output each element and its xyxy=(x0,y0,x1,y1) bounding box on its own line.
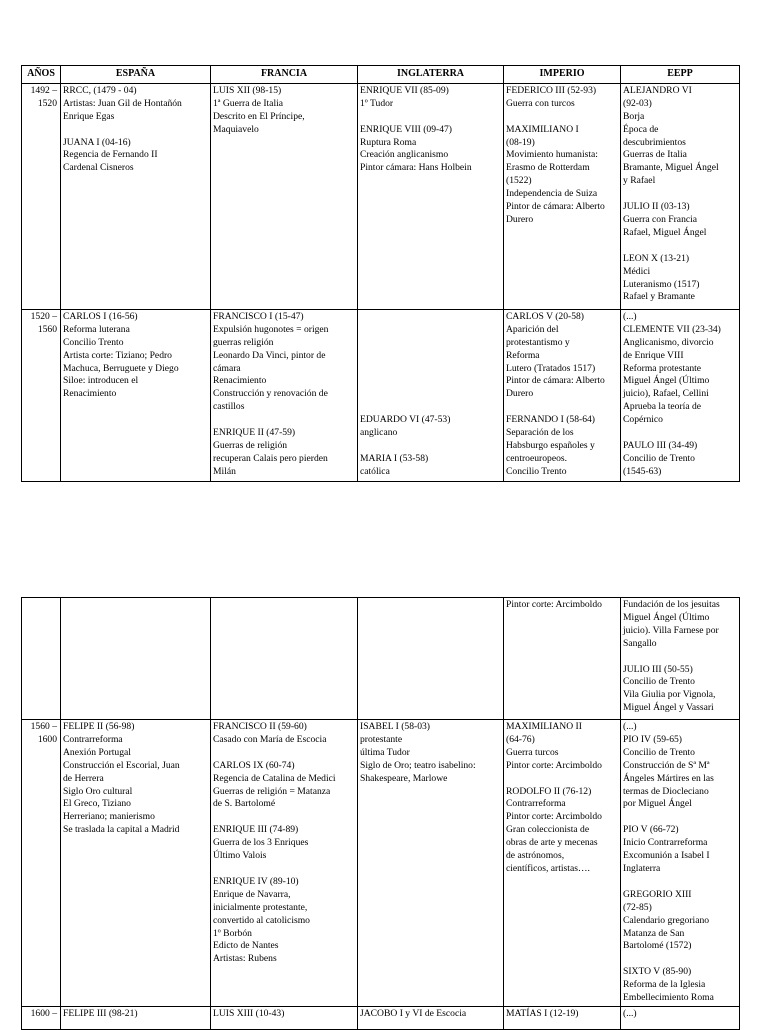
eepp-cell: Fundación de los jesuitas Miguel Ángel (Último juicio). Villa Farnese por Sangallo JULIO III (50-55) Concilio de Trento Vila Giulia por Vignola, Miguel Ángel y Vassari xyxy=(621,598,740,720)
imperio-cell: CARLOS V (20-58) Aparición del protestantismo y Reforma Lutero (Tratados 1517) Pintor de cámara: Alberto Durero FERNANDO I (58-64) Separación de los Habsburgo españoles y centroeuropeos. Concilio Trento xyxy=(504,309,621,481)
francia-cell: LUIS XII (98-15) 1ª Guerra de Italia Descrito en El Príncipe, Maquiavelo xyxy=(211,83,358,309)
eepp-cell: (...) CLEMENTE VII (23-34) Anglicanismo, divorcio de Enrique VIII Reforma protestante Miguel Ángel (Último juicio), Rafael, Cellini Aprueba la teoría de Copérnico PAULO III (34-49) Concilio de Trento (1545-63) xyxy=(621,309,740,481)
header-espana: ESPAÑA xyxy=(61,66,211,84)
history-table-page-2 xyxy=(21,597,740,1030)
table-row xyxy=(22,309,740,481)
eepp-cell: (...) PIO IV (59-65) Concilio de Trento Construcción de Sª Mª Ángeles Mártires en las termas de Diocleciano por Miguel Ángel PIO V (66-72) Inicio Contrarreforma Excomunión a Isabel I Inglaterra GREGORIO XIII (72-85) Calendario gregoriano Matanza de San Bartolomé (1572) SIXTO V (85-90) Reforma de la Iglesia Embellecimiento Roma xyxy=(621,720,740,1007)
espana-cell: FELIPE II (56-98) Contrarreforma Anexión Portugal Construcción el Escorial, Juan de Herrera Siglo Oro cultural El Greco, Tiziano Herreriano; manierismo Se traslada la capital a Madrid xyxy=(61,720,211,1007)
header-francia: FRANCIA xyxy=(211,66,358,84)
francia-cell: LUIS XIII (10-43) xyxy=(211,1006,358,1029)
inglaterra-cell: EDUARDO VI (47-53) anglicano MARIA I (53-58) católica xyxy=(358,309,504,481)
eepp-cell: (...) xyxy=(621,1006,740,1029)
espana-cell: RRCC, (1479 - 04) Artistas: Juan Gil de Hontañón Enrique Egas JUANA I (04-16) Regencia de Fernando II Cardenal Cisneros xyxy=(61,83,211,309)
imperio-cell: MAXIMILIANO II (64-76) Guerra turcos Pintor corte: Arcimboldo RODOLFO II (76-12) Contrarreforma Pintor corte: Arcimboldo Gran coleccionista de obras de arte y mecenas de astrónomos, científicos, artistas…. xyxy=(504,720,621,1007)
inglaterra-cell: ENRIQUE VII (85-09) 1º Tudor ENRIQUE VIII (09-47) Ruptura Roma Creación anglicanismo Pintor cámara: Hans Holbein xyxy=(358,83,504,309)
years-cell: 1560 – 1600 xyxy=(22,720,61,1007)
years-cell xyxy=(22,598,61,720)
inglaterra-cell xyxy=(358,598,504,720)
header-row xyxy=(22,66,740,84)
imperio-cell: MATÍAS I (12-19) xyxy=(504,1006,621,1029)
table-row xyxy=(22,1006,740,1029)
years-cell: 1520 – 1560 xyxy=(22,309,61,481)
francia-cell: FRANCISCO I (15-47) Expulsión hugonotes = origen guerras religión Leonardo Da Vinci, pintor de cámara Renacimiento Construcción y renovación de castillos ENRIQUE II (47-59) Guerras de religión recuperan Calais pero pierden Milán xyxy=(211,309,358,481)
espana-cell xyxy=(61,598,211,720)
header-eepp: EEPP xyxy=(621,66,740,84)
header-inglaterra: INGLATERRA xyxy=(358,66,504,84)
table-row xyxy=(22,598,740,720)
imperio-cell: Pintor corte: Arcimboldo xyxy=(504,598,621,720)
inglaterra-cell: ISABEL I (58-03) protestante última Tudor Siglo de Oro; teatro isabelino: Shakespeare, Marlowe xyxy=(358,720,504,1007)
header-years: AÑOS xyxy=(22,66,61,84)
history-table-page-1 xyxy=(21,65,740,482)
years-cell: 1600 – xyxy=(22,1006,61,1029)
espana-cell: FELIPE III (98-21) xyxy=(61,1006,211,1029)
table-row xyxy=(22,720,740,1007)
eepp-cell: ALEJANDRO VI (92-03) Borja Época de descubrimientos Guerras de Italia Bramante, Miguel Ángel y Rafael JULIO II (03-13) Guerra con Francia Rafael, Miguel Ángel LEON X (13-21) Médici Luteranismo (1517) Rafael y Bramante xyxy=(621,83,740,309)
header-imperio: IMPERIO xyxy=(504,66,621,84)
francia-cell xyxy=(211,598,358,720)
espana-cell: CARLOS I (16-56) Reforma luterana Concilio Trento Artista corte: Tiziano; Pedro Machuca, Berruguete y Diego Siloe: introducen el Renacimiento xyxy=(61,309,211,481)
inglaterra-cell: JACOBO I y VI de Escocia xyxy=(358,1006,504,1029)
imperio-cell: FEDERICO III (52-93) Guerra con turcos MAXIMILIANO I (08-19) Movimiento humanista: Erasmo de Rotterdam (1522) Independencia de Suiza Pintor de cámara: Alberto Durero xyxy=(504,83,621,309)
years-cell: 1492 – 1520 xyxy=(22,83,61,309)
table-row xyxy=(22,83,740,309)
francia-cell: FRANCISCO II (59-60) Casado con María de Escocia CARLOS IX (60-74) Regencia de Catalina de Medici Guerras de religión = Matanza de S. Bartolomé ENRIQUE III (74-89) Guerra de los 3 Enriques Último Valois ENRIQUE IV (89-10) Enrique de Navarra, inicialmente protestante, convertido al catolicismo 1º Borbón Edicto de Nantes Artistas: Rubens xyxy=(211,720,358,1007)
